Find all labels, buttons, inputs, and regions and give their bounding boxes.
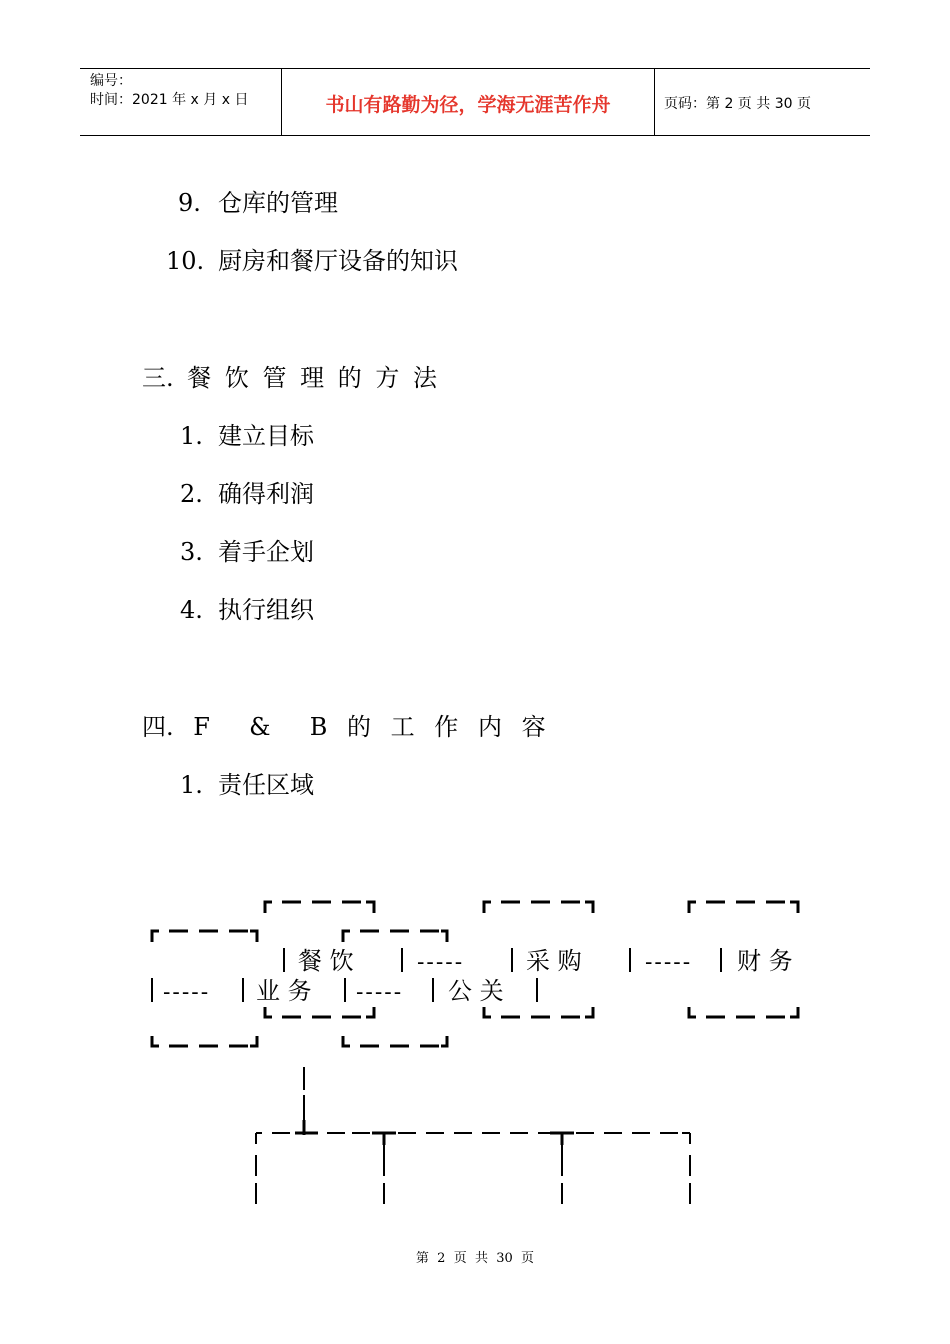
list-item-number: 10. [166, 247, 205, 275]
list-item-number: 4. [180, 596, 203, 624]
list-item-number: 1. [180, 422, 203, 450]
list-item-text: 确得利润 [218, 480, 314, 508]
diagram-label-catering: 餐 饮 [298, 947, 354, 975]
diagram-dashes-1: ----- [417, 950, 465, 975]
diagram-dashes-3: ----- [163, 980, 211, 1005]
diagram-label-finance: 财 务 [737, 947, 793, 975]
diagram-dashes-2: ----- [645, 950, 693, 975]
section-heading: 三. 餐 饮 管 理 的 方 法 [142, 364, 438, 392]
diagram-dashes-4: ----- [356, 980, 404, 1005]
header-page-info: 页码：第 2 页 共 30 页 [664, 96, 811, 112]
header-number-label: 编号： [90, 73, 132, 89]
list-item-number: 1. [180, 771, 203, 799]
header-motto: 书山有路勤为径，学海无涯苦作舟 [325, 94, 611, 116]
diagram-label-purchasing: 采 购 [526, 947, 582, 975]
section-heading: 四. F & B 的 工 作 内 容 [142, 713, 546, 741]
list-item-text: 仓库的管理 [218, 189, 338, 217]
header-time-label: 时间：2021 年 x 月 x 日 [90, 92, 249, 108]
list-item-text: 责任区域 [218, 771, 314, 799]
list-item-text: 着手企划 [218, 538, 314, 566]
list-item-number: 9. [178, 189, 201, 217]
list-item-number: 3. [180, 538, 203, 566]
page-footer: 第 2 页 共 30 页 [415, 1251, 535, 1266]
list-item-text: 厨房和餐厅设备的知识 [218, 247, 458, 275]
list-item-text: 执行组织 [218, 596, 314, 624]
diagram-label-pr: 公 关 [448, 977, 504, 1005]
diagram-label-business: 业 务 [256, 977, 312, 1005]
list-item-number: 2. [180, 480, 203, 508]
diagram-connector-lines [256, 1067, 690, 1204]
list-item-text: 建立目标 [218, 422, 314, 450]
